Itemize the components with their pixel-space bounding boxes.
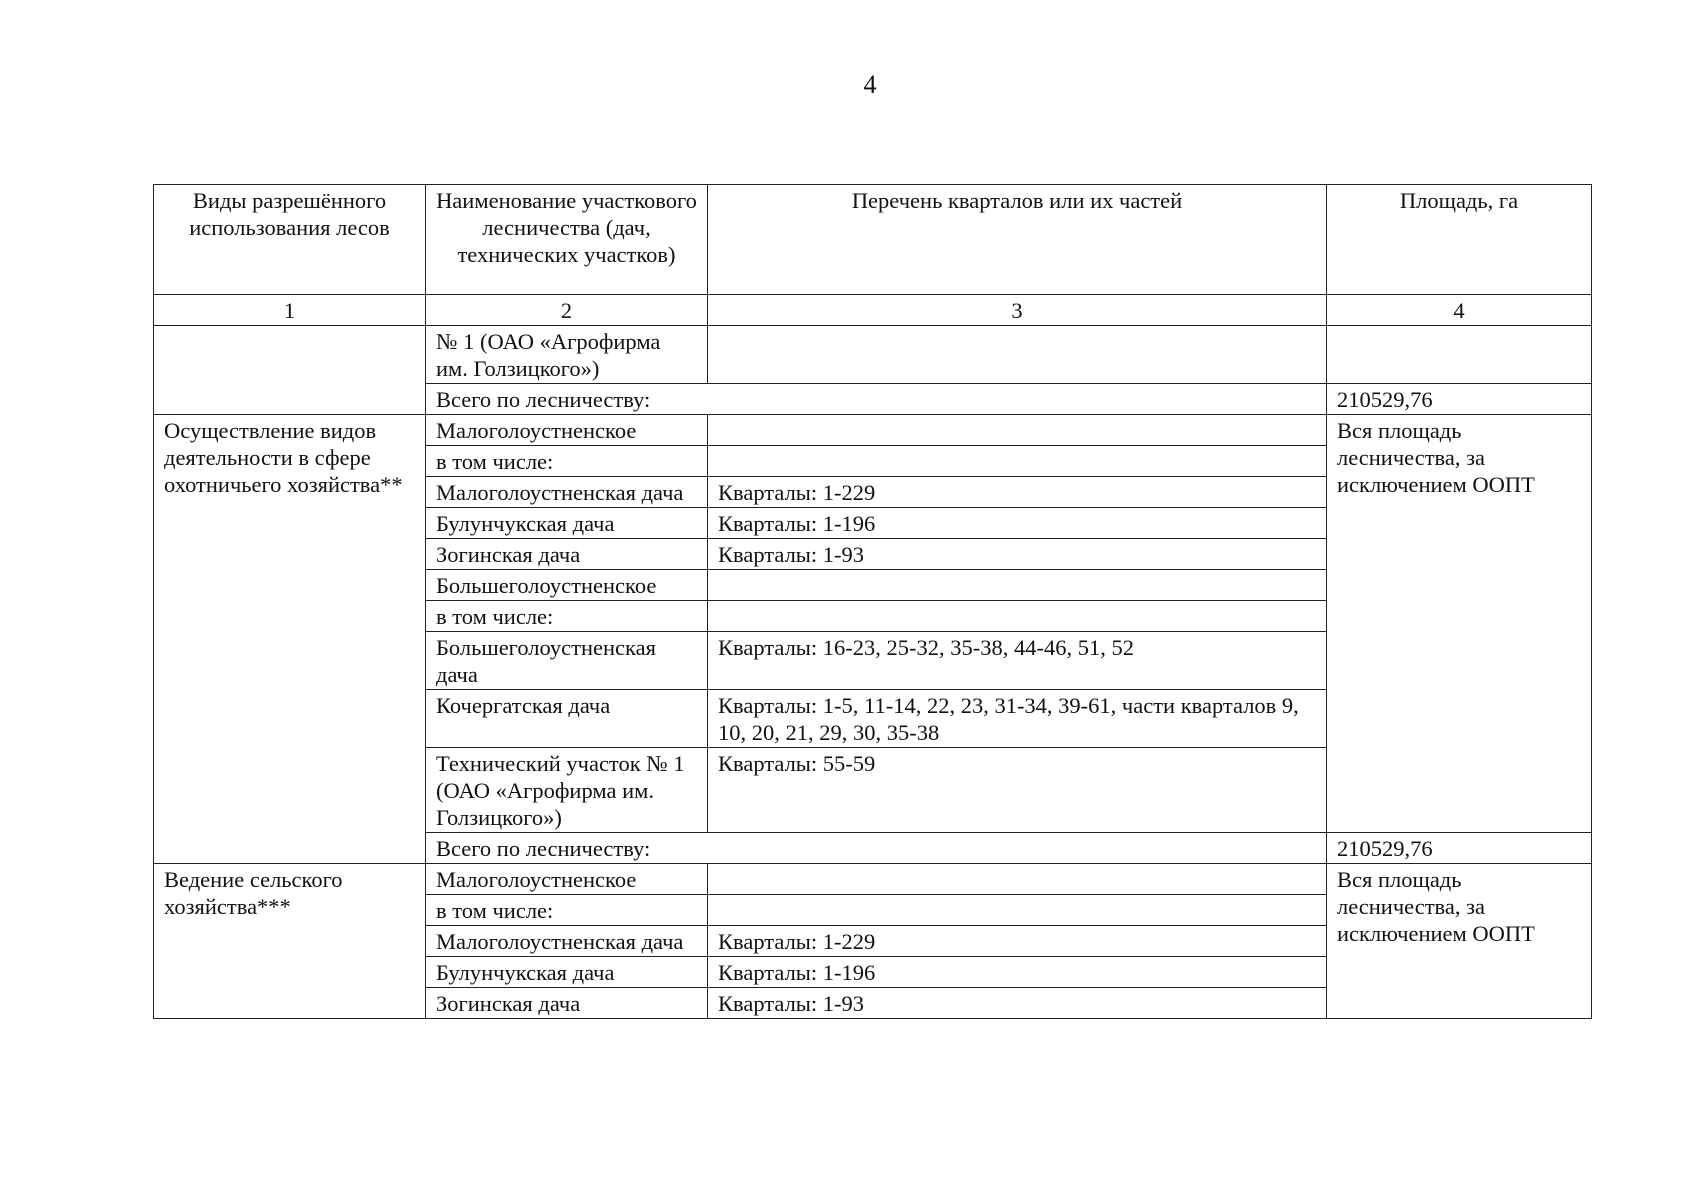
- column-number: 4: [1327, 295, 1592, 326]
- quarters-cell: Кварталы: 1-5, 11-14, 22, 23, 31-34, 39-61, части кварталов 9, 10, 20, 21, 29, 30, 35-38: [708, 690, 1327, 748]
- forestry-name-cell: Большеголоустненское: [426, 570, 708, 601]
- forestry-name-cell: Зогинская дача: [426, 539, 708, 570]
- forestry-name-cell: Малоголоустненское: [426, 864, 708, 895]
- quarters-cell: Кварталы: 1-196: [708, 508, 1327, 539]
- forestry-name-cell: № 1 (ОАО «Агрофирма им. Голзицкого»): [426, 326, 708, 384]
- quarters-cell: Кварталы: 1-229: [708, 477, 1327, 508]
- header-use-type: Виды разрешённого использования лесов: [154, 185, 426, 295]
- area-cell: [1327, 326, 1592, 384]
- table-row: [154, 326, 1592, 384]
- total-value: 210529,76: [1327, 833, 1592, 864]
- column-number: 2: [426, 295, 708, 326]
- forestry-name-cell: Технический участок № 1 (ОАО «Агрофирма им. Голзицкого»): [426, 748, 708, 833]
- column-number: 3: [708, 295, 1327, 326]
- use-type-cell: Ведение сельского хозяйства***: [154, 864, 426, 1019]
- quarters-cell: Кварталы: 1-93: [708, 539, 1327, 570]
- forest-use-table: [153, 184, 1592, 1019]
- quarters-cell: [708, 895, 1327, 926]
- quarters-cell: Кварталы: 16-23, 25-32, 35-38, 44-46, 51, 52: [708, 632, 1327, 690]
- quarters-cell: [708, 601, 1327, 632]
- header-forestry-name: Наименование участкового лесничества (дач, технических участков): [426, 185, 708, 295]
- quarters-cell: Кварталы: 1-229: [708, 926, 1327, 957]
- forestry-name-cell: Большеголоустненская дача: [426, 632, 708, 690]
- total-label: Всего по лесничеству:: [426, 384, 1327, 415]
- quarters-cell: [708, 326, 1327, 384]
- forestry-name-cell: Зогинская дача: [426, 988, 708, 1019]
- quarters-cell: [708, 415, 1327, 446]
- quarters-cell: [708, 446, 1327, 477]
- quarters-cell: [708, 864, 1327, 895]
- forestry-name-cell: Малоголоустненская дача: [426, 926, 708, 957]
- forestry-name-cell: Булунчукская дача: [426, 508, 708, 539]
- forestry-name-cell: в том числе:: [426, 601, 708, 632]
- total-label: Всего по лесничеству:: [426, 833, 1327, 864]
- use-type-cell: [154, 326, 426, 415]
- header-quarters: Перечень кварталов или их частей: [708, 185, 1327, 295]
- forestry-name-cell: в том числе:: [426, 895, 708, 926]
- header-row: [154, 185, 1592, 295]
- column-number: 1: [154, 295, 426, 326]
- forestry-name-cell: Кочергатская дача: [426, 690, 708, 748]
- forestry-name-cell: Булунчукская дача: [426, 957, 708, 988]
- forestry-name-cell: Малоголоустненское: [426, 415, 708, 446]
- use-type-cell: Осуществление видов деятельности в сфере охотничьего хозяйства**: [154, 415, 426, 864]
- quarters-cell: Кварталы: 1-93: [708, 988, 1327, 1019]
- table-row: [154, 864, 1592, 895]
- page-number: 4: [863, 70, 877, 99]
- total-value: 210529,76: [1327, 384, 1592, 415]
- quarters-cell: [708, 570, 1327, 601]
- area-note-cell: Вся площадь лесничества, за исключением ООПТ: [1327, 415, 1592, 833]
- forestry-name-cell: в том числе:: [426, 446, 708, 477]
- area-note-cell: Вся площадь лесничества, за исключением ООПТ: [1327, 864, 1592, 1019]
- quarters-cell: Кварталы: 1-196: [708, 957, 1327, 988]
- header-area: Площадь, га: [1327, 185, 1592, 295]
- column-number-row: [154, 295, 1592, 326]
- quarters-cell: Кварталы: 55-59: [708, 748, 1327, 833]
- forestry-name-cell: Малоголоустненская дача: [426, 477, 708, 508]
- table-row: [154, 415, 1592, 446]
